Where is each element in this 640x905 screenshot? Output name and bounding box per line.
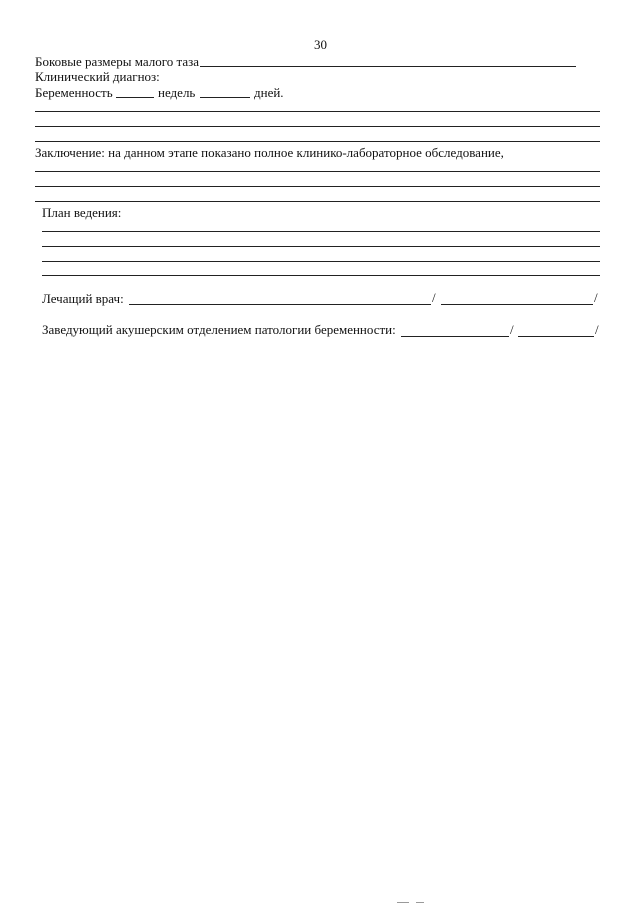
head-of-department-separator: / <box>510 322 514 337</box>
conclusion-line-3[interactable] <box>35 201 600 202</box>
attending-doctor-signature-field[interactable] <box>441 304 593 305</box>
days-label: дней. <box>254 85 284 100</box>
page-number: 30 <box>314 37 327 52</box>
head-of-department-label: Заведующий акушерским отделением патологии беременности: <box>42 322 396 337</box>
weeks-label: недель <box>158 85 196 100</box>
pregnancy-weeks-field[interactable] <box>116 97 154 98</box>
plan-line-1[interactable] <box>42 231 600 232</box>
clinical-diagnosis-label: Клинический диагноз: <box>35 69 160 84</box>
scan-artifact <box>416 902 424 903</box>
diagnosis-line-2[interactable] <box>35 126 600 127</box>
conclusion-text: Заключение: на данном этапе показано полное клинико-лабораторное обследование, <box>35 145 504 160</box>
attending-doctor-name-field[interactable] <box>129 304 431 305</box>
head-of-department-name-field[interactable] <box>401 336 509 337</box>
scan-artifact <box>397 902 409 903</box>
attending-doctor-label: Лечащий врач: <box>42 291 124 306</box>
attending-doctor-separator: / <box>432 290 436 305</box>
diagnosis-line-1[interactable] <box>35 111 600 112</box>
plan-line-4[interactable] <box>42 275 600 276</box>
diagnosis-line-3[interactable] <box>35 141 600 142</box>
plan-line-3[interactable] <box>42 261 600 262</box>
conclusion-line-2[interactable] <box>35 186 600 187</box>
plan-line-2[interactable] <box>42 246 600 247</box>
plan-label: План ведения: <box>42 205 122 220</box>
pregnancy-days-field[interactable] <box>200 97 250 98</box>
pelvis-size-field[interactable] <box>200 66 576 67</box>
head-of-department-end-slash: / <box>595 322 599 337</box>
head-of-department-signature-field[interactable] <box>518 336 594 337</box>
pelvis-size-label: Боковые размеры малого таза <box>35 54 199 69</box>
conclusion-line-1[interactable] <box>35 171 600 172</box>
pregnancy-label: Беременность <box>35 85 113 100</box>
attending-doctor-end-slash: / <box>594 290 598 305</box>
